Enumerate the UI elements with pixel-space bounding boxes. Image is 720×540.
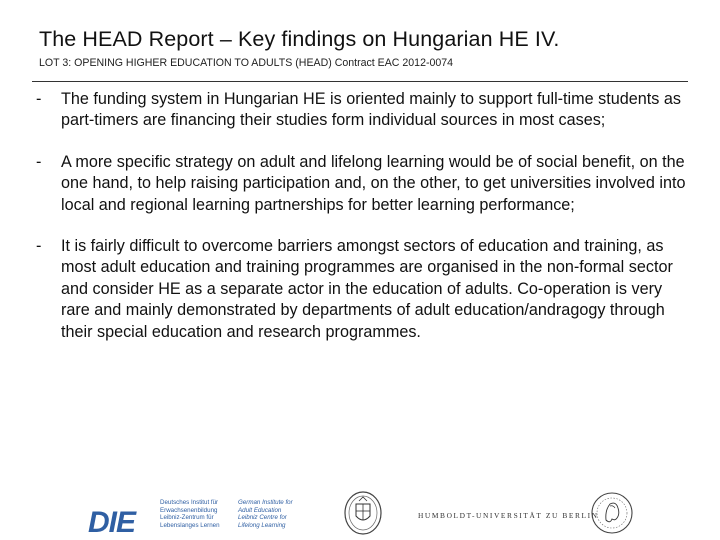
footer-logos	[0, 488, 720, 540]
die-name-english: German Institute for Adult Education Leibniz Centre for Lifelong Learning	[238, 499, 293, 529]
humboldt-wordmark: HUMBOLDT-UNIVERSITÄT ZU BERLIN	[418, 511, 599, 520]
header-divider	[32, 81, 688, 82]
bullet-text: It is fairly difficult to overcome barriers amongst sectors of education and training, as most adult education and training programmes are organised in the non-formal sector and consider HE as a separate actor in the education of adults. Co-operation is very rare and mainly demonstrated by departments of adult education/andragogy through their special education and research programmes.	[61, 237, 673, 341]
page-subtitle: LOT 3: OPENING HIGHER EDUCATION TO ADULTS (HEAD) Contract EAC 2012-0074	[39, 57, 454, 69]
humboldt-seal-icon	[590, 488, 634, 538]
bullet-marker: -	[36, 90, 42, 108]
list-item	[36, 236, 686, 343]
list-item	[36, 152, 686, 216]
page-title: The HEAD Report – Key findings on Hungarian HE IV.	[39, 27, 560, 51]
bullet-text: The funding system in Hungarian HE is oriented mainly to support full-time students as part-timers are financing their studies form individual sources in most cases;	[61, 90, 681, 130]
bullet-marker: -	[36, 152, 42, 171]
bullet-text: A more specific strategy on adult and lifelong learning would be of social benefit, on the one hand, to help raising participation and, on the other, to get universities involved into local and regional learning partnerships for better learning performance;	[61, 152, 686, 214]
die-logo: DIE	[88, 506, 136, 539]
list-item	[36, 89, 686, 132]
die-name-german: Deutsches Institut für Erwachsenenbildung Leibniz-Zentrum für Lebenslanges Lernen	[160, 499, 220, 529]
university-seal-icon	[343, 490, 383, 536]
findings-list	[36, 89, 686, 363]
bullet-marker: -	[36, 237, 42, 256]
